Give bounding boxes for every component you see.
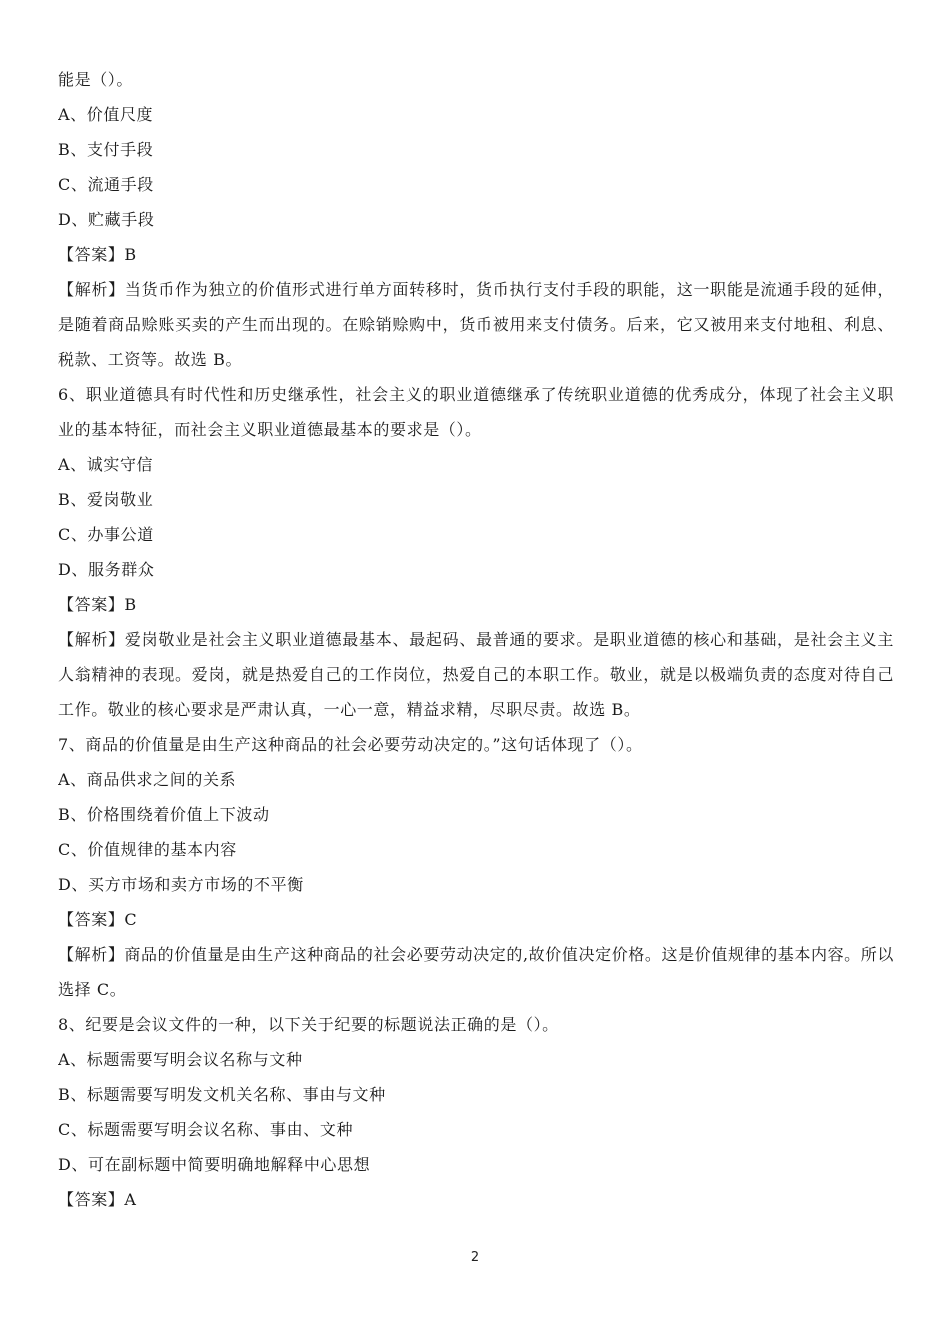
answer-line: 【答案】B	[58, 245, 137, 264]
page-number: 2	[470, 1250, 480, 1265]
question-stem-continuation: 能是（）。	[58, 70, 134, 89]
option-c: C、办事公道	[58, 525, 154, 544]
option-c: C、价值规律的基本内容	[58, 840, 237, 859]
analysis-paragraph: 【解析】爱岗敬业是社会主义职业道德最基本、最起码、最普通的要求。是职业道德的核心和基础，是社会主义主人翁精神的表现。爱岗，就是热爱自己的工作岗位，热爱自己的本职工作。敬业，就是以极端负责的态度对待自己工作。敬业的核心要求是严肃认真，一心一意，精益求精，尽职尽责。故选 B。	[58, 630, 894, 719]
document-body	[58, 62, 894, 1217]
analysis-paragraph: 【解析】当货币作为独立的价值形式进行单方面转移时，货币执行支付手段的职能，这一职能是流通手段的延伸，是随着商品赊账买卖的产生而出现的。在赊销赊购中，货币被用来支付债务。后来，它又被用来支付地租、利息、税款、工资等。故选 B。	[58, 280, 894, 369]
answer-line: 【答案】B	[58, 595, 137, 614]
option-b: B、支付手段	[58, 140, 154, 159]
analysis-paragraph: 【解析】商品的价值量是由生产这种商品的社会必要劳动决定的,故价值决定价格。这是价值规律的基本内容。所以选择 C。	[58, 945, 894, 999]
question-6: 6、职业道德具有时代性和历史继承性，社会主义的职业道德继承了传统职业道德的优秀成分，体现了社会主义职业的基本特征，而社会主义职业道德最基本的要求是（）。	[58, 385, 894, 439]
option-c: C、标题需要写明会议名称、事由、文种	[58, 1120, 354, 1139]
option-b: B、爱岗敬业	[58, 490, 154, 509]
option-d: D、买方市场和卖方市场的不平衡	[58, 875, 304, 894]
question-7: 7、商品的价值量是由生产这种商品的社会必要劳动决定的。”这句话体现了（）。	[58, 735, 643, 754]
answer-line: 【答案】A	[58, 1190, 137, 1209]
option-a: A、诚实守信	[58, 455, 154, 474]
option-a: A、商品供求之间的关系	[58, 770, 237, 789]
option-d: D、可在副标题中简要明确地解释中心思想	[58, 1155, 371, 1174]
option-b: B、标题需要写明发文机关名称、事由与文种	[58, 1085, 386, 1104]
option-b: B、价格围绕着价值上下波动	[58, 805, 270, 824]
option-c: C、流通手段	[58, 175, 154, 194]
option-d: D、服务群众	[58, 560, 155, 579]
option-d: D、贮藏手段	[58, 210, 155, 229]
question-8: 8、纪要是会议文件的一种，以下关于纪要的标题说法正确的是（）。	[58, 1015, 559, 1034]
answer-line: 【答案】C	[58, 910, 138, 929]
option-a: A、价值尺度	[58, 105, 154, 124]
option-a: A、标题需要写明会议名称与文种	[58, 1050, 303, 1069]
